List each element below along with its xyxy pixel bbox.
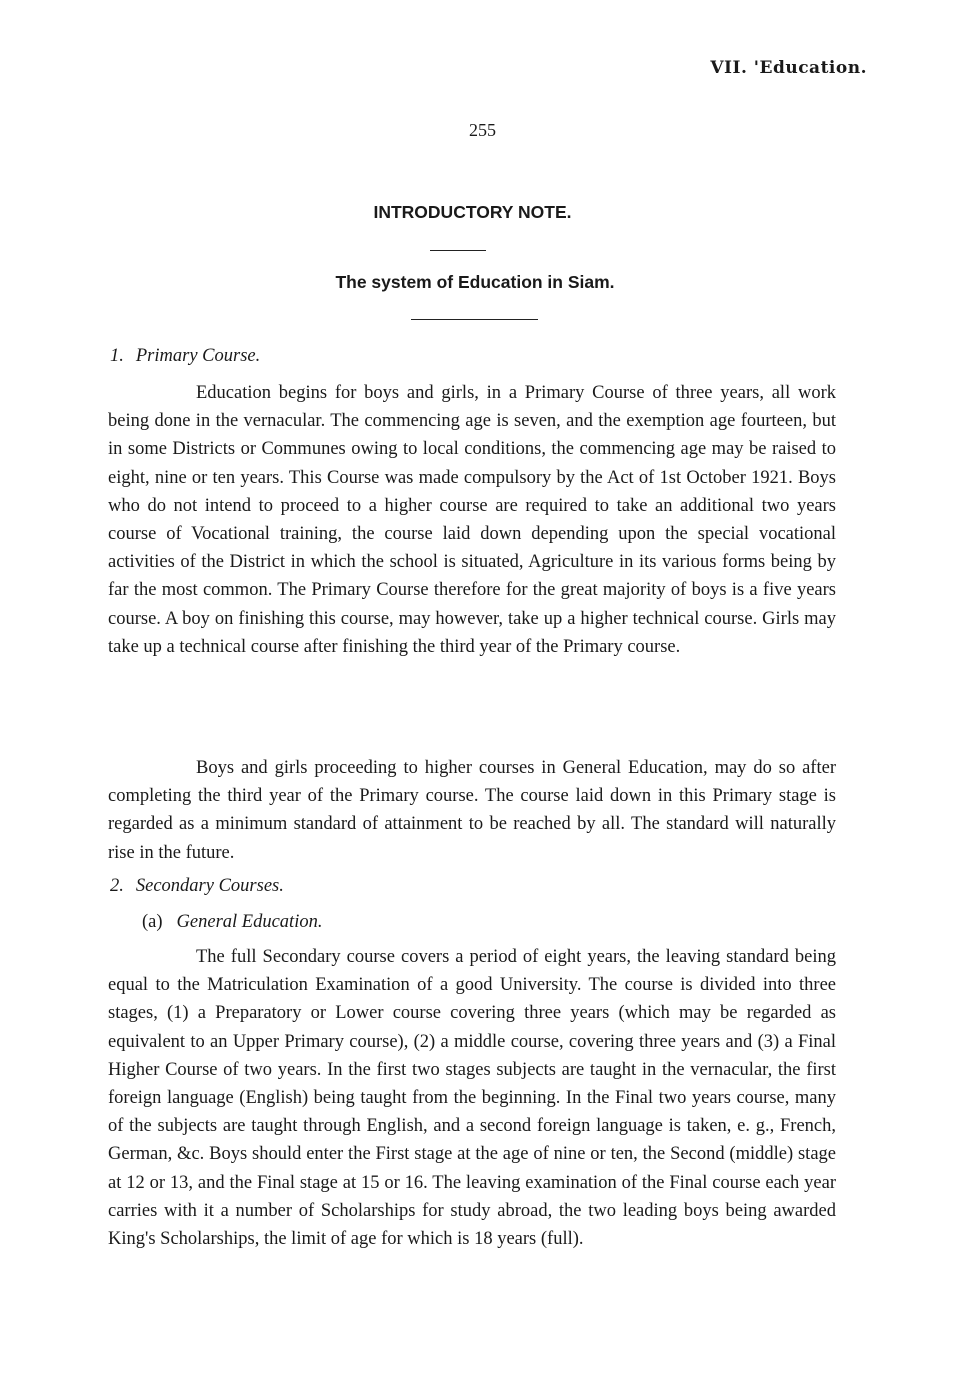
subsection-heading [142, 912, 322, 933]
paragraph: Education begins for boys and girls, in a Primary Course of three years, all work being done in the vernacular. The commencing age is seven, and the exemption age fourteen, but in some Districts or Communes owing to local conditions, the commencing age may be raised to eight, nine or ten years. This Course was made compulsory by the Act of 1st October 1921. Boys who do not intend to proceed to a higher course are required to take an additional two years course of Vocational training, the course laid down depending upon the special vocational activities of the District in which the school is situated, Agriculture in its various forms being by far the most common. The Primary Course therefore for the great majority of boys is a five years course. A boy on finishing this course, may however, take up a higher technical course. Girls may take up a technical course after finishing the third year of the Primary course. [108, 383, 836, 657]
paragraph: The full Secondary course covers a period of eight years, the leaving standard being equal to the Matriculation Examination of a good University. The course is divided into three stages, (1) a Preparatory or Lower course covering three years (which may be regarded as equivalent to an Upper Primary course), (2) a middle course, covering three years and (3) a Final Higher Course of two years. In the first two stages subjects are taught in the vernacular, the first foreign language (English) being taught from the beginning. In the Final two years course, many of the subjects are taught through English, and a second foreign language is taken, e. g., French, German, &c. Boys should enter the First stage at the age of nine or ten, the Second (middle) stage at 12 or 13, and the Final stage at 15 or 16. The leaving examination of the Final course each year carries with it a number of Scholarships for study abroad, the two leading boys being awarded King's Scholarships, the limit of age for which is 18 years (full). [108, 947, 836, 1250]
subsection-letter: (a) [142, 912, 163, 932]
section-title: Primary Course. [135, 346, 261, 366]
page-number: 255 [469, 120, 496, 140]
subsection-title: General Education. [176, 912, 323, 932]
main-heading: INTRODUCTORY NOTE. [373, 202, 572, 222]
section-heading-secondary [110, 876, 284, 897]
section-number: 1. [110, 346, 124, 366]
running-head: VII. 'Education. [710, 58, 867, 78]
divider-rule [411, 319, 538, 320]
divider-rule [430, 250, 486, 251]
section-title: Secondary Courses. [135, 876, 284, 896]
section-heading-primary [110, 346, 260, 367]
sub-heading: The system of Education in Siam. [335, 272, 615, 292]
paragraph: Boys and girls proceeding to higher courses in General Education, may do so after completing the third year of the Primary course. The course laid down in this Primary stage is regarded as a minimum standard of attainment to be reached by all. The standard will naturally rise in the future. [108, 758, 836, 863]
section-number: 2. [110, 876, 124, 896]
